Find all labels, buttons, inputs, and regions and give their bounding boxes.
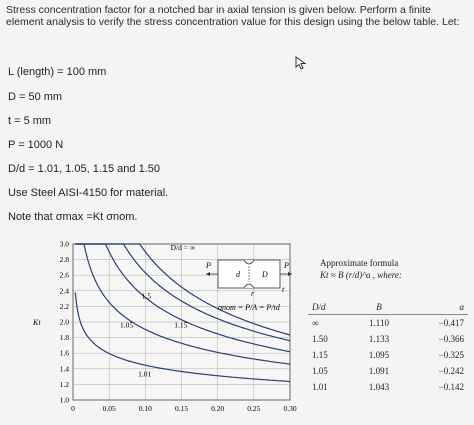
table-cell: 1.01 xyxy=(312,382,328,392)
table-row xyxy=(308,331,468,347)
y-tick-label: 3.0 xyxy=(59,239,69,249)
table-cell: −0.142 xyxy=(438,382,464,392)
param-ratios: D/d = 1.01, 1.05, 1.15 and 1.50 xyxy=(8,163,160,175)
curve-label: D/d = ∞ xyxy=(170,243,196,253)
table-cell: ∞ xyxy=(312,318,319,328)
y-tick-label: 2.6 xyxy=(59,270,69,280)
table-cell: 1.091 xyxy=(368,366,390,376)
table-cell: 1.133 xyxy=(368,334,390,344)
curve-label: 1.01 xyxy=(138,369,152,379)
y-tick-label: 1.2 xyxy=(59,379,69,389)
table-cell: 1.50 xyxy=(312,334,328,344)
param-load: P = 1000 N xyxy=(8,139,64,151)
param-note: Note that σmax =Kt σnom. xyxy=(8,211,138,223)
param-length: L (length) = 100 mm xyxy=(8,66,107,78)
mouse-pointer-icon xyxy=(295,56,307,70)
param-material: Use Steel AISI-4150 for material. xyxy=(8,187,169,199)
inset-r: r xyxy=(251,289,255,298)
y-tick-label: 2.8 xyxy=(59,255,69,265)
y-tick-label: 1.0 xyxy=(59,395,69,405)
y-tick-label: 2.4 xyxy=(59,286,69,296)
y-tick-label: 2.2 xyxy=(59,301,69,311)
table-cell: −0.417 xyxy=(438,318,464,328)
x-tick-label: 0.20 xyxy=(211,404,225,413)
y-tick-label: 2.0 xyxy=(59,317,69,327)
curve-label: 1.05 xyxy=(120,320,134,330)
table-row xyxy=(308,363,468,379)
inset-d: d xyxy=(236,270,240,279)
problem-intro: Stress concentration factor for a notched bar in axial tension is given below. Perform a finite element analysis to verify the stress concentration value for this design using the below table. Let: xyxy=(6,4,460,28)
header-B: B xyxy=(353,300,406,315)
header-a: a xyxy=(406,300,469,315)
table-cell: 1.043 xyxy=(368,382,390,392)
table-cell: −0.325 xyxy=(438,350,464,360)
table-row xyxy=(308,379,468,395)
table-cell: 1.110 xyxy=(369,318,389,328)
approx-formula xyxy=(320,258,470,280)
inset-D: D xyxy=(262,270,268,279)
curve-label: 1.15 xyxy=(174,320,188,330)
y-tick-label: 1.8 xyxy=(59,333,69,343)
x-tick-label: 0.25 xyxy=(247,404,261,413)
coefficient-table xyxy=(308,300,468,395)
table-row xyxy=(308,315,468,332)
formula-expression: Kt ≈ B (r/d)^a , where: xyxy=(320,270,402,280)
x-tick-label: 0.10 xyxy=(138,404,152,413)
x-tick-label: 0.15 xyxy=(174,404,189,413)
table-cell: 1.15 xyxy=(312,350,328,360)
header-dd: D/d xyxy=(308,300,353,315)
stress-concentration-chart xyxy=(28,232,308,422)
inset-t: t xyxy=(282,285,285,294)
inset-load-left: P xyxy=(206,261,211,270)
curve-label: 1.5 xyxy=(141,291,152,301)
formula-title: Approximate formula xyxy=(320,258,399,268)
table-cell: −0.242 xyxy=(438,366,464,376)
y-axis-label: Kt xyxy=(33,318,41,327)
x-tick-label: 0 xyxy=(71,404,75,413)
sigma-nom-formula: σnom = P/A = P/td xyxy=(218,303,280,312)
table-header-row xyxy=(308,300,468,315)
y-tick-label: 1.4 xyxy=(59,364,69,374)
x-tick-label: 0.30 xyxy=(283,404,297,413)
param-thickness: t = 5 mm xyxy=(8,115,52,127)
table-row xyxy=(308,347,468,363)
param-diameter: D = 50 mm xyxy=(8,91,63,103)
table-cell: −0.366 xyxy=(438,334,464,344)
inset-load-right: P xyxy=(284,261,289,270)
table-cell: 1.095 xyxy=(368,350,390,360)
table-cell: 1.05 xyxy=(312,366,328,376)
y-tick-label: 1.6 xyxy=(59,348,69,358)
x-tick-label: 0.05 xyxy=(102,404,116,413)
